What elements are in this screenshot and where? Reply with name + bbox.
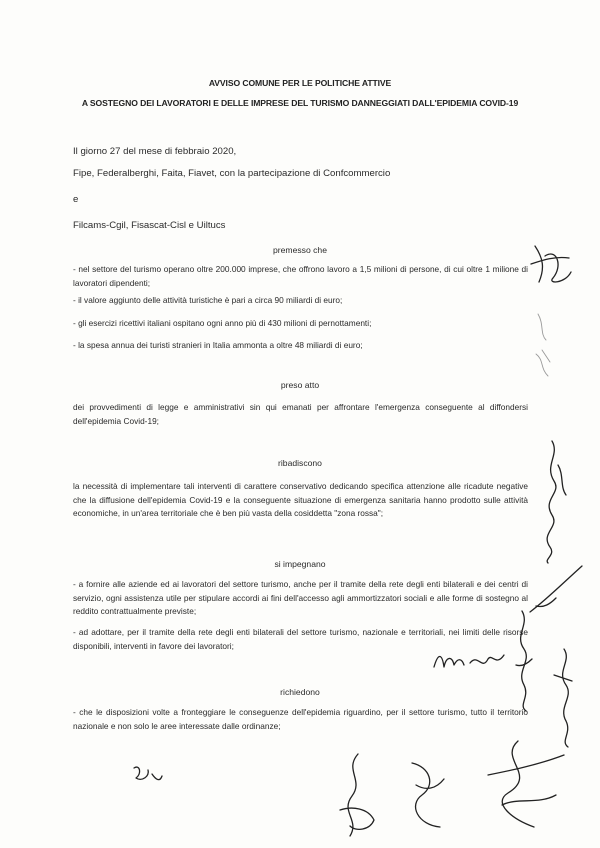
heading-richiedono: richiedono bbox=[280, 687, 320, 697]
premesso-item-2: - il valore aggiunto delle attività turistiche è pari a circa 90 miliardi di euro; bbox=[73, 295, 343, 305]
impegnano-item-1: - a fornire alle aziende ed ai lavoratori del settore turismo, anche per il tramite della rete degli enti bilaterali e dei centri di servizio, ogni assistenza utile per stipulare accordi ai fini dell'accesso agli ammortizzatori sociali e alle forme di sostegno al reddito contrattualmente previste; bbox=[73, 579, 528, 616]
title-line-1: AVVISO COMUNE PER LE POLITICHE ATTIVE bbox=[208, 78, 392, 88]
premesso-item-4: - la spesa annua dei turisti stranieri in Italia ammonta a oltre 48 miliardi di euro; bbox=[73, 340, 363, 350]
premesso-item-1: - nel settore del turismo operano oltre 200.000 imprese, che offrono lavoro a 1,5 milioni di persone, di cui oltre 1 milione di lavoratori dipendenti; bbox=[73, 264, 528, 288]
heading-preso-atto: preso atto bbox=[280, 380, 320, 390]
signature-3-icon bbox=[530, 435, 570, 565]
signature-5-icon bbox=[508, 605, 538, 715]
richiedono-text: - che le disposizioni volte a fronteggiare le conseguenze dell'epidemia riguardino, per il settore turismo, tutto il territorio nazionale e non solo le aree interessate dalle ordinanze; bbox=[73, 707, 528, 731]
unions-line: Filcams-Cgil, Fisascat-Cisl e Uiltucs bbox=[73, 220, 226, 231]
signature-11-icon bbox=[478, 735, 568, 835]
ribadiscono-text: la necessità di implementare tali interventi di carattere conservativo dedicando specifica attenzione alle ricadute negative che la diffusione dell'epidemia Covid-19 e la conseguente situazione di emergenza sanitaria hanno prodotto sulle attività economiche, in un'area territoriale che è ben più vasta della cosiddetta "zona rossa"; bbox=[73, 481, 528, 518]
impegnano-item-2: - ad adottare, per il tramite della rete degli enti bilaterali del settore turismo, nazionale e territoriali, nei limiti delle risorse disponibili, interventi in favore dei lavoratori; bbox=[73, 627, 528, 651]
parties-line: Fipe, Federalberghi, Faita, Fiavet, con la partecipazione di Confcommercio bbox=[73, 168, 391, 179]
date-line: Il giorno 27 del mese di febbraio 2020, bbox=[73, 146, 237, 157]
premesso-item-3: - gli esercizi ricettivi italiani ospitano ogni anno più di 430 milioni di pernottamenti; bbox=[73, 318, 372, 328]
title-line-2: A SOSTEGNO DEI LAVORATORI E DELLE IMPRESE DEL TURISMO DANNEGGIATI DALL'EPIDEMIA COVID-19 bbox=[81, 98, 519, 108]
signature-1-icon bbox=[525, 238, 575, 288]
preso-atto-text: dei provvedimenti di legge e amministrativi sin qui emanati per affrontare l'emergenza conseguente al diffondersi dell'epidemia Covid-19; bbox=[73, 402, 528, 426]
signature-9-icon bbox=[330, 750, 380, 840]
heading-si-impegnano: si impegnano bbox=[274, 559, 326, 569]
signature-8-icon bbox=[128, 760, 164, 790]
signature-2-icon bbox=[530, 310, 560, 380]
signature-10-icon bbox=[400, 755, 450, 835]
signature-7-icon bbox=[430, 645, 508, 675]
heading-premesso: premesso che bbox=[273, 245, 327, 255]
conjunction: e bbox=[73, 194, 79, 205]
heading-ribadiscono: ribadiscono bbox=[278, 458, 322, 468]
